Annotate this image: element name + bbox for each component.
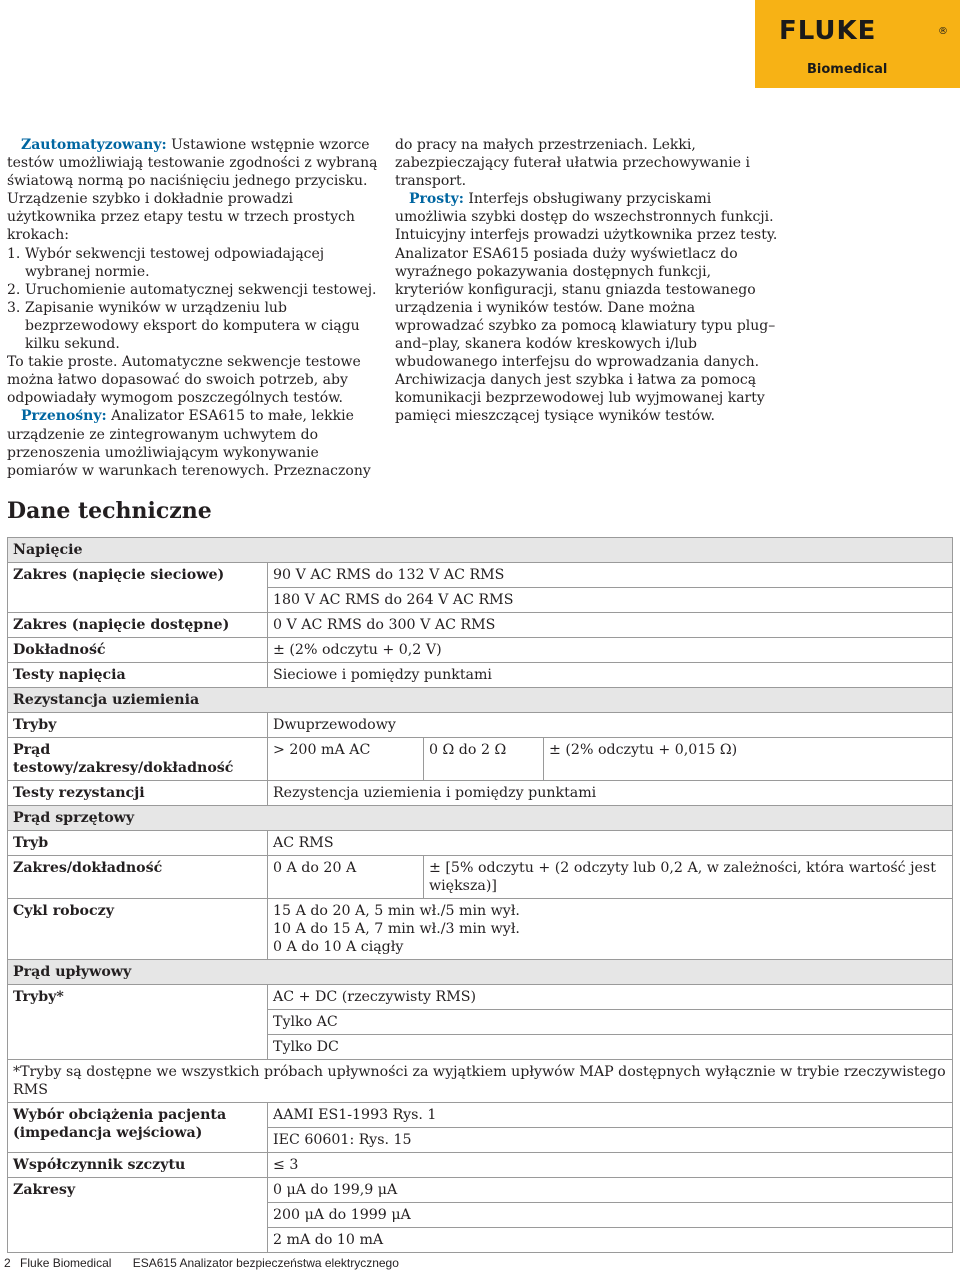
group-header-leakage: Prąd upływowy — [8, 960, 953, 985]
table-row: Tryby Dwuprzewodowy — [8, 713, 953, 738]
fluke-biomedical-logo — [755, 0, 960, 88]
table-row: Zakres (napięcie sieciowe) 90 V AC RMS do 132 V AC RMS — [8, 563, 953, 588]
portable-label: Przenośny: — [21, 408, 107, 425]
table-row: Tylko AC — [8, 1010, 953, 1035]
table-row: Prąd testowy/zakresy/dokładność > 200 mA AC 0 Ω do 2 Ω ± (2% odczytu + 0,015 Ω) — [8, 738, 953, 781]
table-row: Wybór obciążenia pacjenta (impedancja wejściowa) AAMI ES1-1993 Rys. 1 — [8, 1103, 953, 1128]
table-row — [8, 960, 953, 985]
portable-text: Analizator ESA615 to małe, lekkie urządzenie ze zintegrowanym uchwytem do przenoszenia umożliwiającym wykonywanie pomiarów w warunkach terenowych. Przeznaczony — [7, 408, 371, 479]
page-number: 2 — [4, 1256, 11, 1270]
portable-continued-paragraph: do pracy na małych przestrzeniach. Lekki, zabezpieczający futerał ułatwia przechowywanie i transport. — [395, 137, 750, 190]
easy-label: Prosty: — [409, 191, 464, 208]
table-row: Tryb AC RMS — [8, 831, 953, 856]
table-row: Dokładność ± (2% odczytu + 0,2 V) — [8, 638, 953, 663]
list-item: 2. Uruchomienie automatycznej sekwencji testowej. — [7, 281, 377, 298]
table-row: IEC 60601: Rys. 15 — [8, 1128, 953, 1153]
spec-table — [7, 537, 953, 1253]
logo-registered-mark: ® — [938, 26, 948, 37]
easy-paragraph — [395, 190, 780, 425]
portable-paragraph — [7, 407, 381, 479]
section-title: Dane techniczne — [7, 498, 212, 524]
page-footer — [4, 1256, 405, 1270]
footnote-cell: *Tryby są dostępne we wszystkich próbach upływności za wyjątkiem upływów MAP dostępnych wyłącznie w trybie rzeczywistego RMS — [8, 1060, 953, 1103]
steps-list — [7, 245, 381, 354]
table-row: 180 V AC RMS do 264 V AC RMS — [8, 588, 953, 613]
table-row: Cykl roboczy 15 A do 20 A, 5 min wł./5 min wył. 10 A do 15 A, 7 min wł./3 min wył. 0 A do 10 A ciągły — [8, 899, 953, 960]
table-row: Zakres (napięcie dostępne) 0 V AC RMS do 300 V AC RMS — [8, 613, 953, 638]
automated-paragraph — [7, 136, 381, 245]
table-row: Tryby* AC + DC (rzeczywisty RMS) — [8, 985, 953, 1010]
table-row — [8, 538, 953, 563]
table-row — [8, 806, 953, 831]
group-header-ground: Rezystancja uziemienia — [8, 688, 953, 713]
group-header-voltage: Napięcie — [8, 538, 953, 563]
easy-text: Interfejs obsługiwany przyciskami umożliwia szybki dostęp do wszechstronnych funkcji. Intuicyjny interfejs prowadzi użytkownika przez testy. Analizator ESA615 posiada duży wyświetlacz do wyraźnego pokazywania dostępnych funkcji, kryteriów konfiguracji, stanu gniazda testowanego urządzenia i wyników testów. Dane można wprowadzać szybko za pomocą klawiatury typu plug–and–play, skanera kodów kreskowych i/lub wbudowanego interfejsu do wprowadzania danych. Archiwizacja danych jest szybka i łatwa za pomocą komunikacji bezprzewodowej lub wyjmowanej karty pamięci mieszczącej tysiące wyników testów. — [395, 191, 778, 425]
table-row — [8, 1060, 953, 1103]
automated-label: Zautomatyzowany: — [21, 137, 167, 153]
table-row: Zakres/dokładność 0 A do 20 A ± [5% odczytu + (2 odczyty lub 0,2 A, w zależności, która wartość jest większa)] — [8, 856, 953, 899]
logo-wordmark: FLUKE — [779, 16, 877, 46]
list-item: 3. Zapisanie wyników w urządzeniu lub bezprzewodowy eksport do komputera w ciągu kilku sekund. — [7, 299, 360, 353]
left-text-column — [7, 136, 381, 480]
right-text-column — [395, 136, 780, 426]
table-row — [8, 688, 953, 713]
table-row: Testy rezystancji Rezystencja uziemienia i pomiędzy punktami — [8, 781, 953, 806]
table-row: 2 mA do 10 mA — [8, 1228, 953, 1253]
table-row: Testy napięcia Sieciowe i pomiędzy punktami — [8, 663, 953, 688]
table-row: Współczynnik szczytu ≤ 3 — [8, 1153, 953, 1178]
table-row: 200 μA do 1999 μA — [8, 1203, 953, 1228]
logo-division: Biomedical — [807, 62, 888, 77]
table-row: Tylko DC — [8, 1035, 953, 1060]
simple-paragraph: To takie proste. Automatyczne sekwencje testowe można łatwo dopasować do swoich potrzeb, aby odpowiadały wymogom poszczególnych testów. — [7, 354, 361, 407]
table-row: Zakresy 0 μA do 199,9 μA — [8, 1178, 953, 1203]
automated-text: Ustawione wstępnie wzorce testów umożliwiają testowanie zgodności z wybraną światową normą po naciśnięciu jednego przycisku. Urządzenie szybko i dokładnie prowadzi użytkownika przez etapy testu w trzech prostych krokach: — [7, 137, 378, 244]
list-item: 1. Wybór sekwencji testowej odpowiadającej wybranej normie. — [7, 245, 325, 280]
group-header-equipment: Prąd sprzętowy — [8, 806, 953, 831]
footer-title: ESA615 Analizator bezpieczeństwa elektrycznego — [132, 1256, 399, 1270]
footer-company: Fluke Biomedical — [20, 1256, 112, 1270]
